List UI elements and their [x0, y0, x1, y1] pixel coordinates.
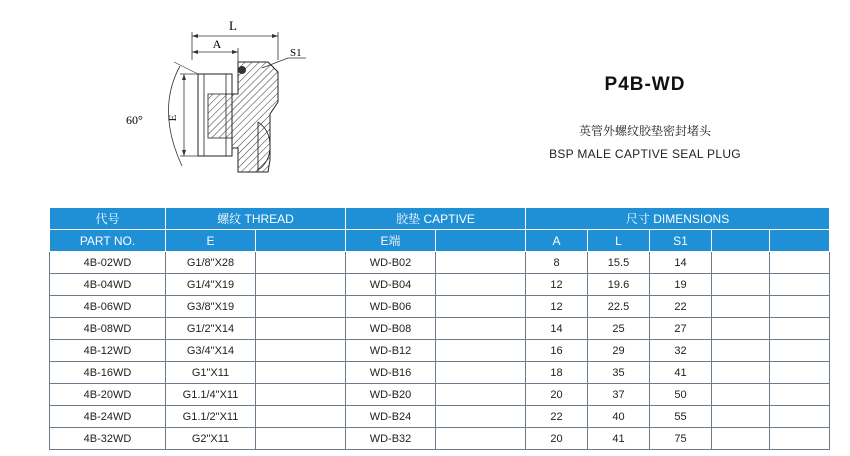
thread-cell: G3/4"X14	[166, 340, 256, 362]
dim-a-label: A	[212, 37, 222, 51]
blank-cell	[770, 406, 830, 428]
blank-cell	[256, 252, 346, 274]
dim-l-cell: 40	[588, 406, 650, 428]
blank-cell	[770, 318, 830, 340]
dim-a-cell: 20	[526, 384, 588, 406]
blank-cell	[770, 428, 830, 450]
table-row	[50, 296, 830, 318]
dim-a-cell: 14	[526, 318, 588, 340]
spec-table-header	[50, 208, 830, 252]
blank-cell	[256, 428, 346, 450]
thread-cell: G1/4"X19	[166, 274, 256, 296]
dim-s1-cell: 22	[650, 296, 712, 318]
blank-cell	[770, 384, 830, 406]
table-row	[50, 384, 830, 406]
blank-cell	[712, 252, 770, 274]
header-blank	[770, 230, 830, 252]
blank-cell	[436, 318, 526, 340]
title-block	[520, 74, 770, 161]
part-no-cell: 4B-16WD	[50, 362, 166, 384]
captive-cell: WD-B32	[346, 428, 436, 450]
dim-s1-cell: 32	[650, 340, 712, 362]
table-row	[50, 274, 830, 296]
blank-cell	[256, 274, 346, 296]
blank-cell	[770, 362, 830, 384]
header-part-cn: 代号	[50, 208, 166, 230]
blank-cell	[256, 406, 346, 428]
blank-cell	[436, 340, 526, 362]
dim-a-cell: 8	[526, 252, 588, 274]
part-no-cell: 4B-32WD	[50, 428, 166, 450]
blank-cell	[770, 296, 830, 318]
thread-cell: G1/8"X28	[166, 252, 256, 274]
blank-cell	[256, 384, 346, 406]
header-captive: 胶垫 CAPTIVE	[346, 208, 526, 230]
captive-cell: WD-B04	[346, 274, 436, 296]
header-part-en: PART NO.	[50, 230, 166, 252]
blank-cell	[770, 274, 830, 296]
dim-l-cell: 41	[588, 428, 650, 450]
header-blank	[256, 230, 346, 252]
blank-cell	[712, 428, 770, 450]
part-no-cell: 4B-20WD	[50, 384, 166, 406]
dim-a-cell: 18	[526, 362, 588, 384]
dim-l-label: L	[229, 18, 237, 33]
header-thread: 螺纹 THREAD	[166, 208, 346, 230]
blank-cell	[436, 274, 526, 296]
dim-a-cell: 16	[526, 340, 588, 362]
part-no-cell: 4B-06WD	[50, 296, 166, 318]
thread-cell: G1/2"X14	[166, 318, 256, 340]
captive-cell: WD-B20	[346, 384, 436, 406]
blank-cell	[712, 274, 770, 296]
blank-cell	[712, 384, 770, 406]
captive-cell: WD-B12	[346, 340, 436, 362]
part-no-cell: 4B-12WD	[50, 340, 166, 362]
blank-cell	[256, 340, 346, 362]
captive-cell: WD-B08	[346, 318, 436, 340]
dim-s1-cell: 50	[650, 384, 712, 406]
dim-l-cell: 25	[588, 318, 650, 340]
dim-s1-cell: 75	[650, 428, 712, 450]
dim-a-cell: 22	[526, 406, 588, 428]
blank-cell	[436, 296, 526, 318]
header-l: L	[588, 230, 650, 252]
blank-cell	[712, 340, 770, 362]
dim-l-cell: 29	[588, 340, 650, 362]
blank-cell	[770, 252, 830, 274]
dim-l-cell: 19.6	[588, 274, 650, 296]
table-row	[50, 428, 830, 450]
dim-s1-cell: 14	[650, 252, 712, 274]
header-s1: S1	[650, 230, 712, 252]
header-e: E	[166, 230, 256, 252]
header-dimensions: 尺寸 DIMENSIONS	[526, 208, 830, 230]
dim-l-cell: 37	[588, 384, 650, 406]
spec-table	[49, 207, 830, 450]
angle-label: 60°	[126, 113, 143, 127]
product-name-cn: 英管外螺纹胶垫密封堵头	[578, 124, 711, 138]
dim-e-label: E	[167, 114, 179, 122]
blank-cell	[256, 296, 346, 318]
dim-s1-cell: 55	[650, 406, 712, 428]
captive-cell: WD-B16	[346, 362, 436, 384]
blank-cell	[712, 362, 770, 384]
blank-cell	[770, 340, 830, 362]
header-blank	[436, 230, 526, 252]
table-row	[50, 318, 830, 340]
product-code: P4B-WD	[604, 74, 686, 95]
dim-a-cell: 20	[526, 428, 588, 450]
captive-cell: WD-B06	[346, 296, 436, 318]
thread-cell: G1"X11	[166, 362, 256, 384]
thread-cell: G1.1/2"X11	[166, 406, 256, 428]
blank-cell	[436, 406, 526, 428]
header-blank	[712, 230, 770, 252]
blank-cell	[256, 362, 346, 384]
blank-cell	[436, 362, 526, 384]
blank-cell	[712, 406, 770, 428]
product-name-en: BSP MALE CAPTIVE SEAL PLUG	[549, 147, 741, 161]
part-no-cell: 4B-24WD	[50, 406, 166, 428]
spec-table-body	[50, 252, 830, 450]
blank-cell	[256, 318, 346, 340]
dim-s1-cell: 27	[650, 318, 712, 340]
dim-s1-cell: 41	[650, 362, 712, 384]
blank-cell	[712, 296, 770, 318]
table-row	[50, 406, 830, 428]
blank-cell	[436, 252, 526, 274]
captive-cell: WD-B24	[346, 406, 436, 428]
dim-l-cell: 15.5	[588, 252, 650, 274]
plug-technical-drawing	[120, 10, 320, 180]
part-no-cell: 4B-02WD	[50, 252, 166, 274]
thread-cell: G3/8"X19	[166, 296, 256, 318]
dim-s1-cell: 19	[650, 274, 712, 296]
blank-cell	[436, 428, 526, 450]
part-no-cell: 4B-04WD	[50, 274, 166, 296]
header-e-end: E端	[346, 230, 436, 252]
dim-s1-label: S1	[290, 47, 302, 59]
dim-a-cell: 12	[526, 274, 588, 296]
dim-l-cell: 35	[588, 362, 650, 384]
table-row	[50, 362, 830, 384]
captive-cell: WD-B02	[346, 252, 436, 274]
table-row	[50, 252, 830, 274]
dim-a-cell: 12	[526, 296, 588, 318]
header-a: A	[526, 230, 588, 252]
thread-cell: G2"X11	[166, 428, 256, 450]
part-no-cell: 4B-08WD	[50, 318, 166, 340]
table-row	[50, 340, 830, 362]
thread-cell: G1.1/4"X11	[166, 384, 256, 406]
dim-l-cell: 22.5	[588, 296, 650, 318]
blank-cell	[712, 318, 770, 340]
blank-cell	[436, 384, 526, 406]
